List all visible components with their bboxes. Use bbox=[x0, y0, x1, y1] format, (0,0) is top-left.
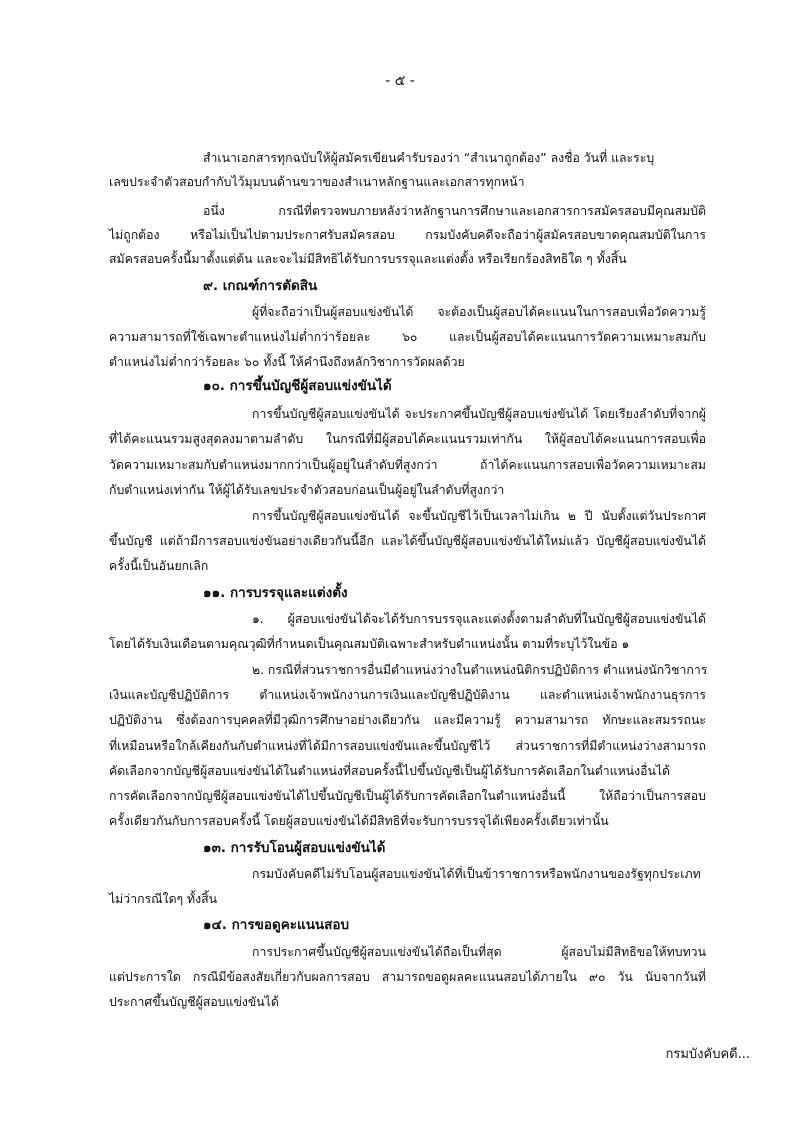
section-10-p1-line-1: การขึ้นบัญชีผู้สอบแข่งขันได้ จะประกาศขึ้นบัญชีผู้สอบแข่งขันได้ โดยเรียงลำดับที่จากผู้ bbox=[252, 407, 706, 421]
section-10-heading: ๑๐. การขึ้นบัญชีผู้สอบแข่งขันได้ bbox=[203, 378, 392, 394]
disqualify-line-1: อนึ่ง กรณีที่ตรวจพบภายหลังว่าหลักฐานการศึกษาและเอกสารการสมัครสอบมีคุณสมบัติ bbox=[203, 204, 706, 218]
section-9-line-3: ตำแหน่งไม่ต่ำกว่าร้อยละ ๖๐ ทั้งนี้ ให้คำนึงถึงหลักวิชาการวัดผลด้วย bbox=[109, 355, 465, 369]
continuation-footer: กรมบังคับคดี... bbox=[665, 1047, 750, 1062]
section-14-line-3: ประกาศขึ้นบัญชีผู้สอบแข่งขันได้ bbox=[109, 995, 279, 1009]
section-11-p2-line-3: ปฏิบัติงาน ซึ่งต้องการบุคคลที่มีวุฒิการศึกษาอย่างเดียวกัน และมีความรู้ ความสามารถ ทักษะและสมรรถนะ bbox=[109, 713, 706, 727]
section-11-heading: ๑๑. การบรรจุและแต่งตั้ง bbox=[203, 585, 348, 601]
section-13-heading: ๑๓. การรับโอนผู้สอบแข่งขันได้ bbox=[203, 840, 386, 856]
section-9-heading: ๙. เกณฑ์การตัดสิน bbox=[203, 278, 318, 294]
section-14-line-2: แต่ประการใด กรณีมีข้อสงสัยเกี่ยวกับผลการสอบ สามารถขอดูผลคะแนนสอบได้ภายใน ๙๐ วัน นับจากวันที่ bbox=[109, 970, 706, 984]
section-11-p2-line-4: ที่เหมือนหรือใกล้เคียงกันกับตำแหน่งที่ได้มีการสอบแข่งขันและขึ้นบัญชีไว้ ส่วนราชการที่มีตำแหน่งว่างสามารถ bbox=[109, 739, 706, 753]
section-11-p2-line-1: ๒. กรณีที่ส่วนราชการอื่นมีตำแหน่งว่างในตำแหน่งนิติกรปฏิบัติการ ตำแหน่งนักวิชาการ bbox=[252, 663, 708, 677]
section-10-p1-line-4: กับตำแหน่งเท่ากัน ให้ผู้ได้รับเลขประจำตัวสอบก่อนเป็นผู้อยู่ในลำดับที่สูงกว่า bbox=[109, 483, 505, 497]
section-14-heading: ๑๔. การขอดูคะแนนสอบ bbox=[203, 917, 350, 933]
copy-cert-line-2: เลขประจำตัวสอบกำกับไว้มุมบนด้านขวาของสำเนาหลักฐานและเอกสารทุกหน้า bbox=[109, 175, 525, 189]
section-10-p1-line-2: ที่ได้คะแนนรวมสูงสุดลงมาตามลำดับ ในกรณีที่มีผู้สอบได้คะแนนรวมเท่ากัน ให้ผู้สอบได้คะแนนการสอบเพื่อ bbox=[109, 432, 706, 446]
section-10-p2-line-3: ครั้งนี้เป็นอันยกเลิก bbox=[109, 559, 209, 573]
section-11-p2-line-7: ครั้งเดียวกันกับการสอบครั้งนี้ โดยผู้สอบแข่งขันได้มีสิทธิที่จะรับการบรรจุได้เพียงครั้งเดียวเท่านั้น bbox=[109, 814, 609, 828]
section-11-p2-line-2: เงินและบัญชีปฏิบัติการ ตำแหน่งเจ้าพนักงานการเงินและบัญชีปฏิบัติงาน และตำแหน่งเจ้าพนักงานธุรการ bbox=[109, 688, 706, 702]
section-13-line-2: ไม่ว่ากรณีใดๆ ทั้งสิ้น bbox=[109, 892, 218, 906]
section-13-line-1: กรมบังคับคดีไม่รับโอนผู้สอบแข่งขันได้ที่เป็นข้าราชการหรือพนักงานของรัฐทุกประเภท bbox=[252, 867, 701, 881]
section-11-p2-line-5: คัดเลือกจากบัญชีผู้สอบแข่งขันได้ในตำแหน่งที่สอบครั้งนี้ไปขึ้นบัญชีเป็นผู้ได้รับการคัดเลือกในตำแหน่งอื่นได้ bbox=[109, 764, 671, 778]
copy-cert-line-1: สำเนาเอกสารทุกฉบับให้ผู้สมัครเขียนคำรับรองว่า “สำเนาถูกต้อง” ลงชื่อ วันที่ และระบุ bbox=[203, 151, 655, 165]
section-11-p1-line-2: โดยได้รับเงินเดือนตามคุณวุฒิที่กำหนดเป็นคุณสมบัติเฉพาะสำหรับตำแหน่งนั้น ตามที่ระบุไว้ในข้อ ๑ bbox=[109, 637, 630, 651]
section-10-p2-line-1: การขึ้นบัญชีผู้สอบแข่งขันได้ จะขึ้นบัญชีไว้เป็นเวลาไม่เกิน ๒ ปี นับตั้งแต่วันประกาศ bbox=[252, 509, 706, 523]
page-number: - ๕ - bbox=[385, 73, 415, 89]
section-14-line-1: การประกาศขึ้นบัญชีผู้สอบแข่งขันได้ถือเป็นที่สุด ผู้สอบไม่มีสิทธิขอให้ทบทวน bbox=[252, 945, 706, 959]
section-11-p2-line-6: การคัดเลือกจากบัญชีผู้สอบแข่งขันได้ไปขึ้นบัญชีเป็นผู้ได้รับการคัดเลือกในตำแหน่งอื่นนี้ ให้ถือว่าเป็นการสอบ bbox=[109, 789, 706, 803]
disqualify-line-3: สมัครสอบครั้งนี้มาตั้งแต่ต้น และจะไม่มีสิทธิได้รับการบรรจุและแต่งตั้ง หรือเรียกร้องสิทธิใด ๆ ทั้งสิ้น bbox=[109, 252, 627, 266]
section-11-p1-line-1: ๑. ผู้สอบแข่งขันได้จะได้รับการบรรจุและแต่งตั้งตามลำดับที่ในบัญชีผู้สอบแข่งขันได้ bbox=[252, 612, 706, 626]
section-9-line-1: ผู้ที่จะถือว่าเป็นผู้สอบแข่งขันได้ จะต้องเป็นผู้สอบได้คะแนนในการสอบเพื่อวัดความรู้ bbox=[252, 305, 706, 319]
disqualify-line-2: ไม่ถูกต้อง หรือไม่เป็นไปตามประกาศรับสมัครสอบ กรมบังคับคดีจะถือว่าผู้สมัครสอบขาดคุณสมบัติในการ bbox=[109, 228, 706, 242]
section-10-p1-line-3: วัดความเหมาะสมกับตำแหน่งมากกว่าเป็นผู้อยู่ในลำดับที่สูงกว่า ถ้าได้คะแนนการสอบเพื่อวัดความเหมาะสม bbox=[109, 458, 706, 472]
section-10-p2-line-2: ขึ้นบัญชี แต่ถ้ามีการสอบแข่งขันอย่างเดียวกันนี้อีก และได้ขึ้นบัญชีผู้สอบแข่งขันได้ใหม่แล้ว บัญชีผู้สอบแข่งขันได้ bbox=[109, 534, 706, 548]
section-9-line-2: ความสามารถที่ใช้เฉพาะตำแหน่งไม่ต่ำกว่าร้อยละ ๖๐ และเป็นผู้สอบได้คะแนนการวัดความเหมาะสมกับ bbox=[109, 330, 706, 344]
